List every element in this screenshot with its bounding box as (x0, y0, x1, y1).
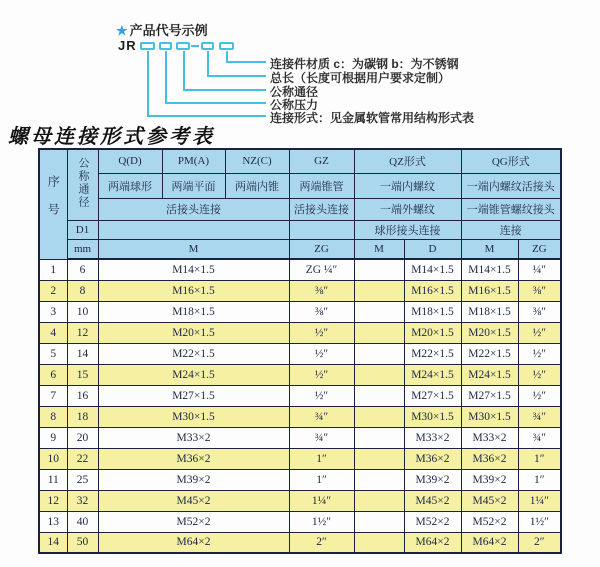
cell-qz-d: M18×1.5 (404, 301, 461, 322)
header-col-qg: QG形式 (461, 149, 561, 173)
cell-seq: 14 (39, 532, 67, 553)
cell-qz-m (354, 259, 404, 280)
cell-qg-m: M52×2 (461, 511, 518, 532)
cell-zg: ⅜″ (289, 280, 354, 301)
product-code-heading (116, 20, 208, 39)
cell-zg: ½″ (289, 385, 354, 406)
cell-m: M33×2 (98, 427, 289, 448)
cell-seq: 9 (39, 427, 67, 448)
table-row (39, 259, 561, 280)
label-nominal-diameter: 公称通径 (270, 85, 319, 99)
header-gz-sub: 两端锥管 (289, 173, 354, 198)
cell-qz-d: M22×1.5 (404, 343, 461, 364)
cell-m: M24×1.5 (98, 364, 289, 385)
cell-zg: ½″ (289, 322, 354, 343)
cell-qg-zg: ½″ (518, 322, 561, 343)
cell-m: M18×1.5 (98, 301, 289, 322)
header-qz-d: D (404, 239, 461, 259)
code-box-2 (159, 42, 172, 50)
cell-qz-m (354, 385, 404, 406)
connector-line (207, 51, 209, 76)
cell-seq: 10 (39, 448, 67, 469)
cell-qz-d: M16×1.5 (404, 280, 461, 301)
cell-qz-d: M24×1.5 (404, 364, 461, 385)
cell-qg-m: M64×2 (461, 532, 518, 553)
header-q-sub: 两端球形 (98, 173, 162, 198)
header-empty (289, 220, 354, 239)
header-left-conn: 活接头连接 (98, 198, 289, 220)
cell-m: M16×1.5 (98, 280, 289, 301)
cell-zg: 2″ (289, 532, 354, 553)
table-row (39, 343, 561, 364)
cell-m: M20×1.5 (98, 322, 289, 343)
cell-qz-m (354, 322, 404, 343)
table-row (39, 385, 561, 406)
cell-qg-m: M45×2 (461, 490, 518, 511)
label-nominal-pressure: 公称压力 (270, 98, 319, 112)
cell-qg-zg: ⅜″ (518, 280, 561, 301)
cell-qz-m (354, 448, 404, 469)
cell-qg-m: M16×1.5 (461, 280, 518, 301)
cell-m: M52×2 (98, 511, 289, 532)
cell-mm: 15 (67, 364, 98, 385)
cell-seq: 3 (39, 301, 67, 322)
cell-m: M39×2 (98, 469, 289, 490)
cell-m: M36×2 (98, 448, 289, 469)
code-dash (191, 45, 199, 47)
header-qg-sub2: 一端锥管螺纹接头 (461, 198, 561, 220)
cell-m: M30×1.5 (98, 406, 289, 427)
cell-qz-m (354, 364, 404, 385)
code-box-4 (201, 42, 214, 50)
cell-qz-m (354, 406, 404, 427)
label-total-length: 总长（长度可根据用户要求定制） (270, 71, 451, 85)
cell-qg-zg: ¼″ (518, 259, 561, 280)
table-row (39, 532, 561, 553)
cell-mm: 22 (67, 448, 98, 469)
cell-zg: ½″ (289, 364, 354, 385)
header-seq: 序号 (39, 149, 67, 259)
connector-line (147, 51, 149, 116)
code-box-3 (176, 42, 190, 50)
header-zg-label: ZG (289, 239, 354, 259)
cell-m: M22×1.5 (98, 343, 289, 364)
label-connection-form: 连接形式：见金属软管常用结构形式表 (270, 111, 475, 125)
cell-zg: ZG ¼″ (289, 259, 354, 280)
cell-seq: 2 (39, 280, 67, 301)
cell-m: M27×1.5 (98, 385, 289, 406)
cell-qz-m (354, 490, 404, 511)
connector-line (147, 115, 266, 117)
cell-qg-zg: ½″ (518, 385, 561, 406)
connector-line (226, 61, 266, 63)
cell-qz-m (354, 280, 404, 301)
cell-qz-d: M52×2 (404, 511, 461, 532)
cell-qg-zg: ½″ (518, 343, 561, 364)
table-row (39, 280, 561, 301)
cell-mm: 40 (67, 511, 98, 532)
connector-line (165, 102, 266, 104)
cell-m: M45×2 (98, 490, 289, 511)
cell-qg-zg: 1¼″ (518, 490, 561, 511)
header-qg-m: M (461, 239, 518, 259)
header-m-label: M (98, 239, 289, 259)
cell-mm: 25 (67, 469, 98, 490)
table-row (39, 364, 561, 385)
cell-qg-zg: 1″ (518, 469, 561, 490)
header-nominal-diameter: 公称通径 (67, 149, 98, 220)
cell-seq: 6 (39, 364, 67, 385)
header-qz-sub2: 一端外螺纹 (354, 198, 461, 220)
table-row (39, 490, 561, 511)
cell-qz-d: M36×2 (404, 448, 461, 469)
cell-seq: 11 (39, 469, 67, 490)
cell-mm: 12 (67, 322, 98, 343)
cell-qg-zg: 1½″ (518, 511, 561, 532)
code-prefix: JR (118, 38, 137, 53)
connector-line (183, 51, 185, 90)
connector-line (207, 75, 266, 77)
cell-mm: 8 (67, 280, 98, 301)
cell-qg-m: M36×2 (461, 448, 518, 469)
header-nz-sub: 两端内锥 (225, 173, 289, 198)
header-col-pm: PM(A) (162, 149, 225, 173)
cell-mm: 14 (67, 343, 98, 364)
nut-connection-table (38, 148, 562, 554)
cell-qg-zg: ½″ (518, 364, 561, 385)
cell-qg-m: M39×2 (461, 469, 518, 490)
cell-qz-d: M14×1.5 (404, 259, 461, 280)
cell-qg-m: M18×1.5 (461, 301, 518, 322)
cell-qz-d: M27×1.5 (404, 385, 461, 406)
cell-seq: 8 (39, 406, 67, 427)
cell-qz-d: M64×2 (404, 532, 461, 553)
cell-zg: ¾″ (289, 427, 354, 448)
header-empty (98, 220, 289, 239)
cell-qz-d: M45×2 (404, 490, 461, 511)
cell-mm: 32 (67, 490, 98, 511)
cell-zg: ⅜″ (289, 301, 354, 322)
cell-qg-m: M22×1.5 (461, 343, 518, 364)
cell-qz-m (354, 301, 404, 322)
cell-mm: 16 (67, 385, 98, 406)
cell-seq: 5 (39, 343, 67, 364)
cell-qg-zg: 1″ (518, 448, 561, 469)
header-qg-zg: ZG (518, 239, 561, 259)
cell-seq: 4 (39, 322, 67, 343)
header-gz-conn: 活接头连接 (289, 198, 354, 220)
cell-qz-m (354, 427, 404, 448)
cell-zg: 1″ (289, 469, 354, 490)
table-row (39, 427, 561, 448)
cell-zg: 1″ (289, 448, 354, 469)
cell-qg-zg: ¾″ (518, 406, 561, 427)
code-box-5 (219, 42, 234, 50)
table-title: 螺母连接形式参考表 (8, 124, 215, 148)
table-row (39, 406, 561, 427)
table-row (39, 511, 561, 532)
header-qz-m: M (354, 239, 404, 259)
cell-qg-zg: ⅜″ (518, 301, 561, 322)
header-d1: D1 (67, 220, 98, 239)
header-qg-conn: 连接 (461, 220, 561, 239)
cell-qg-zg: ¾″ (518, 427, 561, 448)
cell-zg: 1½″ (289, 511, 354, 532)
table-row (39, 469, 561, 490)
cell-qz-m (354, 343, 404, 364)
product-code-title: 产品代号示例 (129, 23, 208, 38)
cell-seq: 13 (39, 511, 67, 532)
cell-qz-d: M33×2 (404, 427, 461, 448)
cell-qz-d: M30×1.5 (404, 406, 461, 427)
cell-mm: 18 (67, 406, 98, 427)
cell-mm: 20 (67, 427, 98, 448)
cell-qz-m (354, 511, 404, 532)
cell-m: M64×2 (98, 532, 289, 553)
cell-qg-m: M30×1.5 (461, 406, 518, 427)
cell-qz-m (354, 469, 404, 490)
label-material: 连接件材质 c：为碳钢 b：为不锈钢 (270, 57, 459, 71)
connector-line (165, 51, 167, 103)
header-mm: mm (67, 239, 98, 259)
cell-m: M14×1.5 (98, 259, 289, 280)
header-qz-conn: 球形接头连接 (354, 220, 461, 239)
header-col-q: Q(D) (98, 149, 162, 173)
cell-qz-d: M39×2 (404, 469, 461, 490)
header-col-gz: GZ (289, 149, 354, 173)
header-qg-sub1: 一端内螺纹活接头 (461, 173, 561, 198)
cell-qg-zg: 2″ (518, 532, 561, 553)
cell-zg: ½″ (289, 343, 354, 364)
connector-line (183, 89, 266, 91)
cell-qg-m: M24×1.5 (461, 364, 518, 385)
cell-qg-m: M33×2 (461, 427, 518, 448)
code-box-1 (140, 42, 155, 50)
table-row (39, 301, 561, 322)
cell-seq: 7 (39, 385, 67, 406)
cell-mm: 50 (67, 532, 98, 553)
table-row (39, 322, 561, 343)
cell-qg-m: M27×1.5 (461, 385, 518, 406)
cell-zg: 1¼″ (289, 490, 354, 511)
header-qz-sub1: 一端内螺纹 (354, 173, 461, 198)
header-col-nz: NZ(C) (225, 149, 289, 173)
cell-qz-m (354, 532, 404, 553)
cell-seq: 12 (39, 490, 67, 511)
header-pm-sub: 两端平面 (162, 173, 225, 198)
table-row (39, 448, 561, 469)
star-icon: ★ (116, 23, 128, 38)
cell-qz-d: M20×1.5 (404, 322, 461, 343)
header-col-qz: QZ形式 (354, 149, 461, 173)
cell-mm: 6 (67, 259, 98, 280)
cell-zg: ¾″ (289, 406, 354, 427)
cell-qg-m: M20×1.5 (461, 322, 518, 343)
cell-qg-m: M14×1.5 (461, 259, 518, 280)
cell-mm: 10 (67, 301, 98, 322)
cell-seq: 1 (39, 259, 67, 280)
